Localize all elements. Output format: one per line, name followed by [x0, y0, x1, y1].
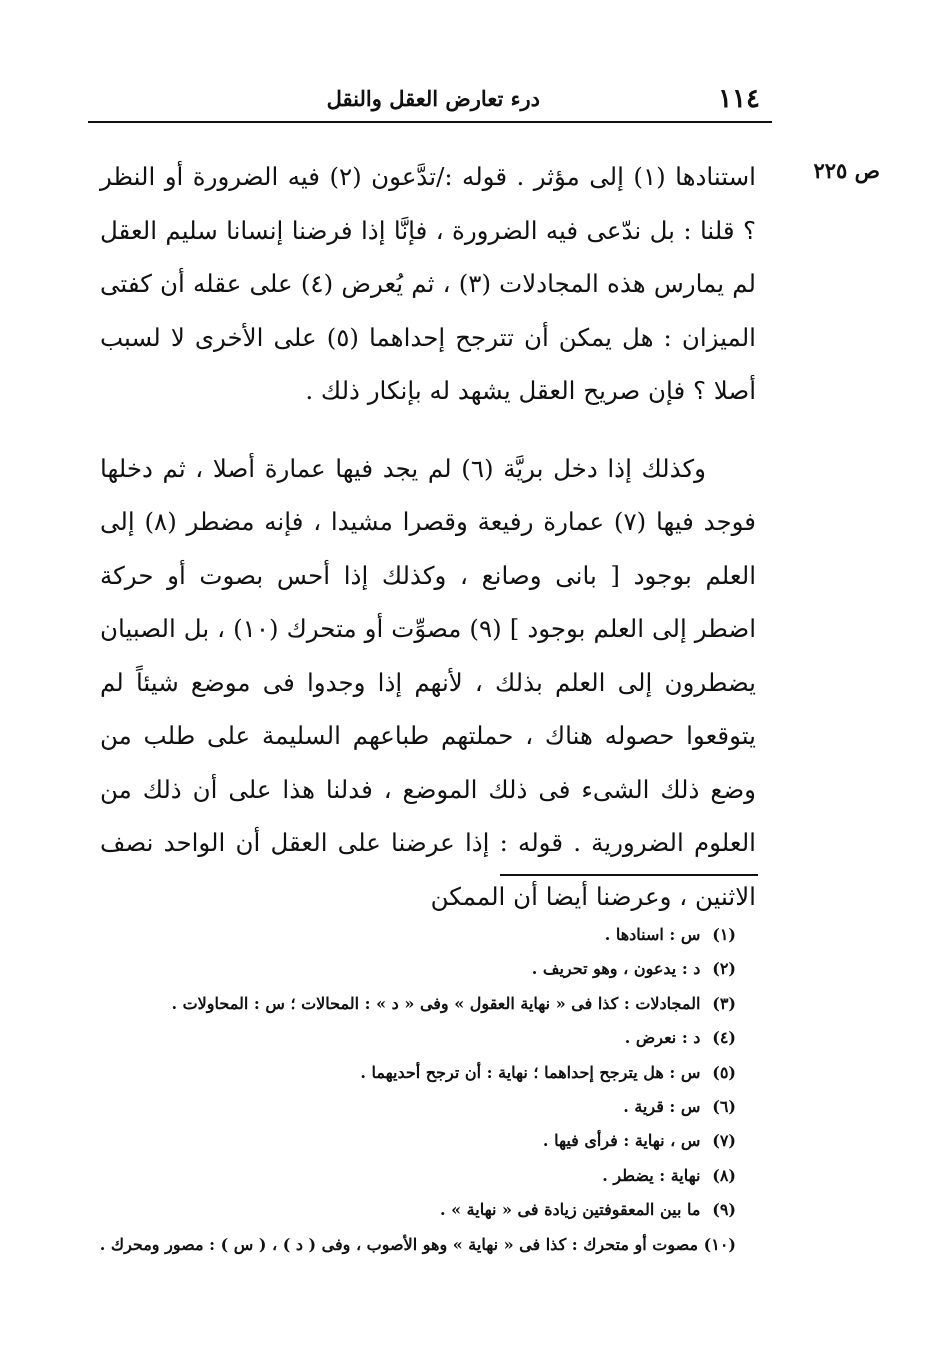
footnote-text: د : نعرض . [624, 1028, 701, 1048]
footnote-number: (٣) [712, 993, 736, 1013]
footnote-rule [500, 874, 758, 876]
main-text [100, 150, 756, 923]
footnote-item [88, 1056, 736, 1090]
footnote-item [88, 1090, 736, 1124]
footnote-item [88, 918, 736, 952]
footnote-text: نهاية : يضطر . [602, 1165, 701, 1185]
footnote-number: (٢) [712, 959, 736, 979]
footnote-text: س : اسنادها . [604, 925, 701, 944]
footnote-item [88, 952, 736, 986]
footnote-text: س : قرية . [623, 1097, 701, 1117]
margin-page-reference: ص ٢٢٥ [813, 158, 880, 183]
running-header [88, 82, 772, 118]
footnote-text: ما بين المعقوفتين زيادة فى « نهاية » . [439, 1200, 701, 1220]
footnotes [88, 918, 736, 1262]
header-rule [88, 121, 772, 123]
footnote-number: (٥) [712, 1062, 736, 1082]
footnote-number: (١٠) [703, 1234, 736, 1254]
footnote-number: (٧) [712, 1131, 736, 1151]
footnote-text: د : يدعون ، وهو تحريف . [531, 959, 701, 979]
footnote-item [88, 1228, 736, 1262]
footnote-item [88, 1159, 736, 1193]
footnote-item [88, 987, 736, 1021]
footnote-text: المجادلات : كذا فى « نهاية العقول » وفى « د » : المحالات ؛ س : المحاولات . [171, 993, 701, 1013]
footnote-number: (٤) [712, 1028, 736, 1048]
footnote-number: (٩) [712, 1200, 736, 1220]
page-number: ١١٤ [718, 84, 760, 114]
paragraph-2: وكذلك إذا دخل بريَّة (٦) لم يجد فيها عمارة أصلا ، ثم دخلها فوجد فيها (٧) عمارة رفيعة وقصرا مشيدا ، فإنه مضطر (٨) إلى العلم بوجود [ بانى وصانع ، وكذلك إذا أحس بصوت أو حركة اضطر إلى العلم بوجود ] (٩) مصوِّت أو متحرك (١٠) ، بل الصبيان يضطرون إلى العلم بذلك ، لأنهم إذا وجدوا فى موضع شيئاً لم يتوقعوا حصوله هناك ، حملتهم طباعهم السليمة على طلب من وضع ذلك الشىء فى ذلك الموضع ، فدلنا هذا على أن ذلك من العلوم الضرورية . قوله : إذا عرضنا على العقل أن الواحد نصف الاثنين ، وعرضنا أيضا أن الممكن [100, 453, 756, 911]
footnote-item [88, 1193, 736, 1227]
book-title: درء تعارض العقل والنقل [326, 86, 540, 111]
footnote-number: (١) [712, 925, 736, 944]
footnote-text: س ، نهاية : فرأى فيها . [542, 1131, 701, 1151]
paragraph-1: استنادها (١) إلى مؤثر . قوله :/تدَّعون (٢) فيه الضرورة أو النظر ؟ قلنا : بل ندّعى فيه الضرورة ، فإنَّا إذا فرضنا إنسانا سليم العقل لم يمارس هذه المجادلات (٣) ، ثم يُعرض (٤) على عقله أن كفتى الميزان : هل يمكن أن تترجح إحداهما (٥) على الأخرى لا لسبب أصلا ؟ فإن صريح العقل يشهد له بإنكار ذلك . [100, 162, 756, 405]
footnote-text: س : هل يترجح إحداهما ؛ نهاية : أن ترجح أحديهما . [360, 1062, 701, 1082]
footnote-item [88, 1124, 736, 1158]
footnote-number: (٨) [712, 1165, 736, 1185]
footnote-number: (٦) [712, 1097, 736, 1117]
footnote-text: مصوت أو متحرك : كذا فى « نهاية » وهو الأصوب ، وفى ( د ) ، ( س ) : مصور ومحرك . [99, 1234, 699, 1254]
footnote-item [88, 1021, 736, 1055]
